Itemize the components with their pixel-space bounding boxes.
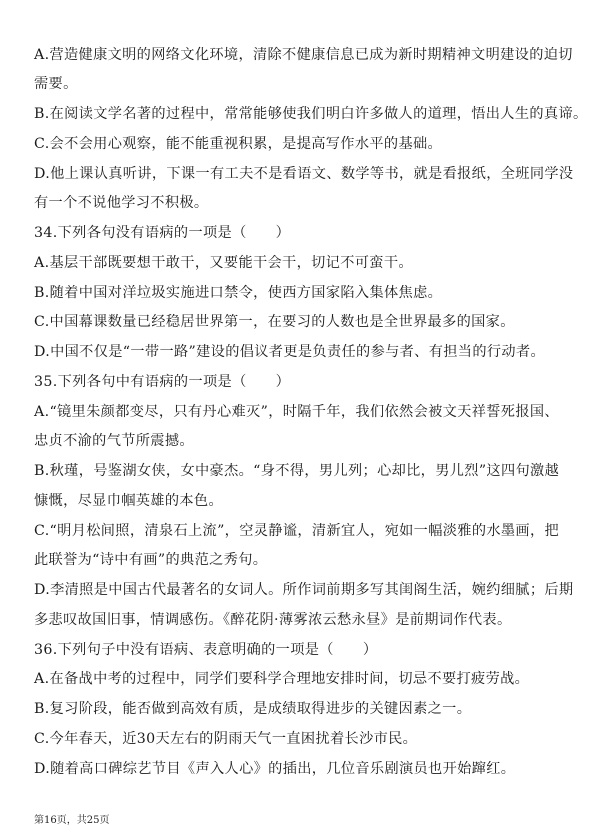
page-number: 第16页，共25页 (34, 815, 110, 826)
option-c: C.今年春天，近30天左右的阴雨天气一直困扰着长沙市民。 (34, 731, 418, 747)
option-a: A.在备战中考的过程中，同学们要科学合理地安排时间，切忌不要打疲劳战。 (34, 671, 530, 687)
text-line: 有一个不说他学习不积极。 (34, 195, 209, 211)
question-heading: 34.下列各句没有语病的一项是（ ） (34, 225, 291, 241)
option-d: D.中国不仅是“一带一路”建设的倡议者更是负责任的参与者、有担当的行动者。 (34, 344, 546, 360)
question-heading: 36.下列句子中没有语病、表意明确的一项是（ ） (34, 642, 378, 658)
text-line: D.他上课认真听讲，下课一有工夫不是看语文、数学等书，就是看报纸，全班同学没 (34, 166, 574, 182)
question-heading: 35.下列各句中有语病的一项是（ ） (34, 374, 291, 390)
option-c: C.“明月松间照，清泉石上流”，空灵静谧，清新宜人，宛如一幅淡雅的水墨画，把 (34, 523, 560, 539)
text-line: 慷慨，尽显巾帼英雄的本色。 (34, 493, 223, 509)
option-a: A.“镜里朱颜都变尽，只有丹心难灭”，时隔千年，我们依然会被文天祥誓死报国、 (34, 404, 559, 420)
text-line: 多悲叹故国旧事，情调感伤。《醉花阴·薄雾浓云愁永昼》是前期词作代表。 (34, 612, 512, 628)
text-line: 此联誉为“诗中有画”的典范之秀句。 (34, 552, 268, 568)
text-line: 忠贞不渝的气节所震撼。 (34, 433, 194, 449)
option-a: A.基层干部既要想干敢干，又要能干会干，切记不可蛮干。 (34, 255, 413, 271)
option-b: B.随着中国对洋垃圾实施进口禁令，使西方国家陷入集体焦虑。 (34, 285, 443, 301)
option-b: B.复习阶段，能否做到高效有质，是成绩取得进步的关键因素之一。 (34, 701, 472, 717)
option-d: D.李清照是中国古代最著名的女词人。所作词前期多写其闺阁生活，婉约细腻；后期 (34, 582, 574, 598)
text-line: A.营造健康文明的网络文化环境，清除不健康信息已成为新时期精神文明建设的迫切 (34, 47, 573, 63)
option-c: C.中国幕课数量已经稳居世界第一，在要习的人数也是全世界最多的国家。 (34, 314, 515, 330)
text-line: 需要。 (34, 76, 78, 92)
option-d: D.随着高口碑综艺节目《声入人心》的插出，几位音乐剧演员也开始蹿红。 (34, 761, 516, 777)
option-b: B.秋瑾，号鉴湖女侠，女中豪杰。“身不得，男儿列；心却比，男儿烈”这四句激越 (34, 463, 560, 479)
text-line: B.在阅读文学名著的过程中，常常能够使我们明白许多做人的道理，悟出人生的真谛。 (34, 106, 588, 122)
text-line: C.会不会用心观察，能不能重视积累，是提高写作水平的基础。 (34, 136, 443, 152)
